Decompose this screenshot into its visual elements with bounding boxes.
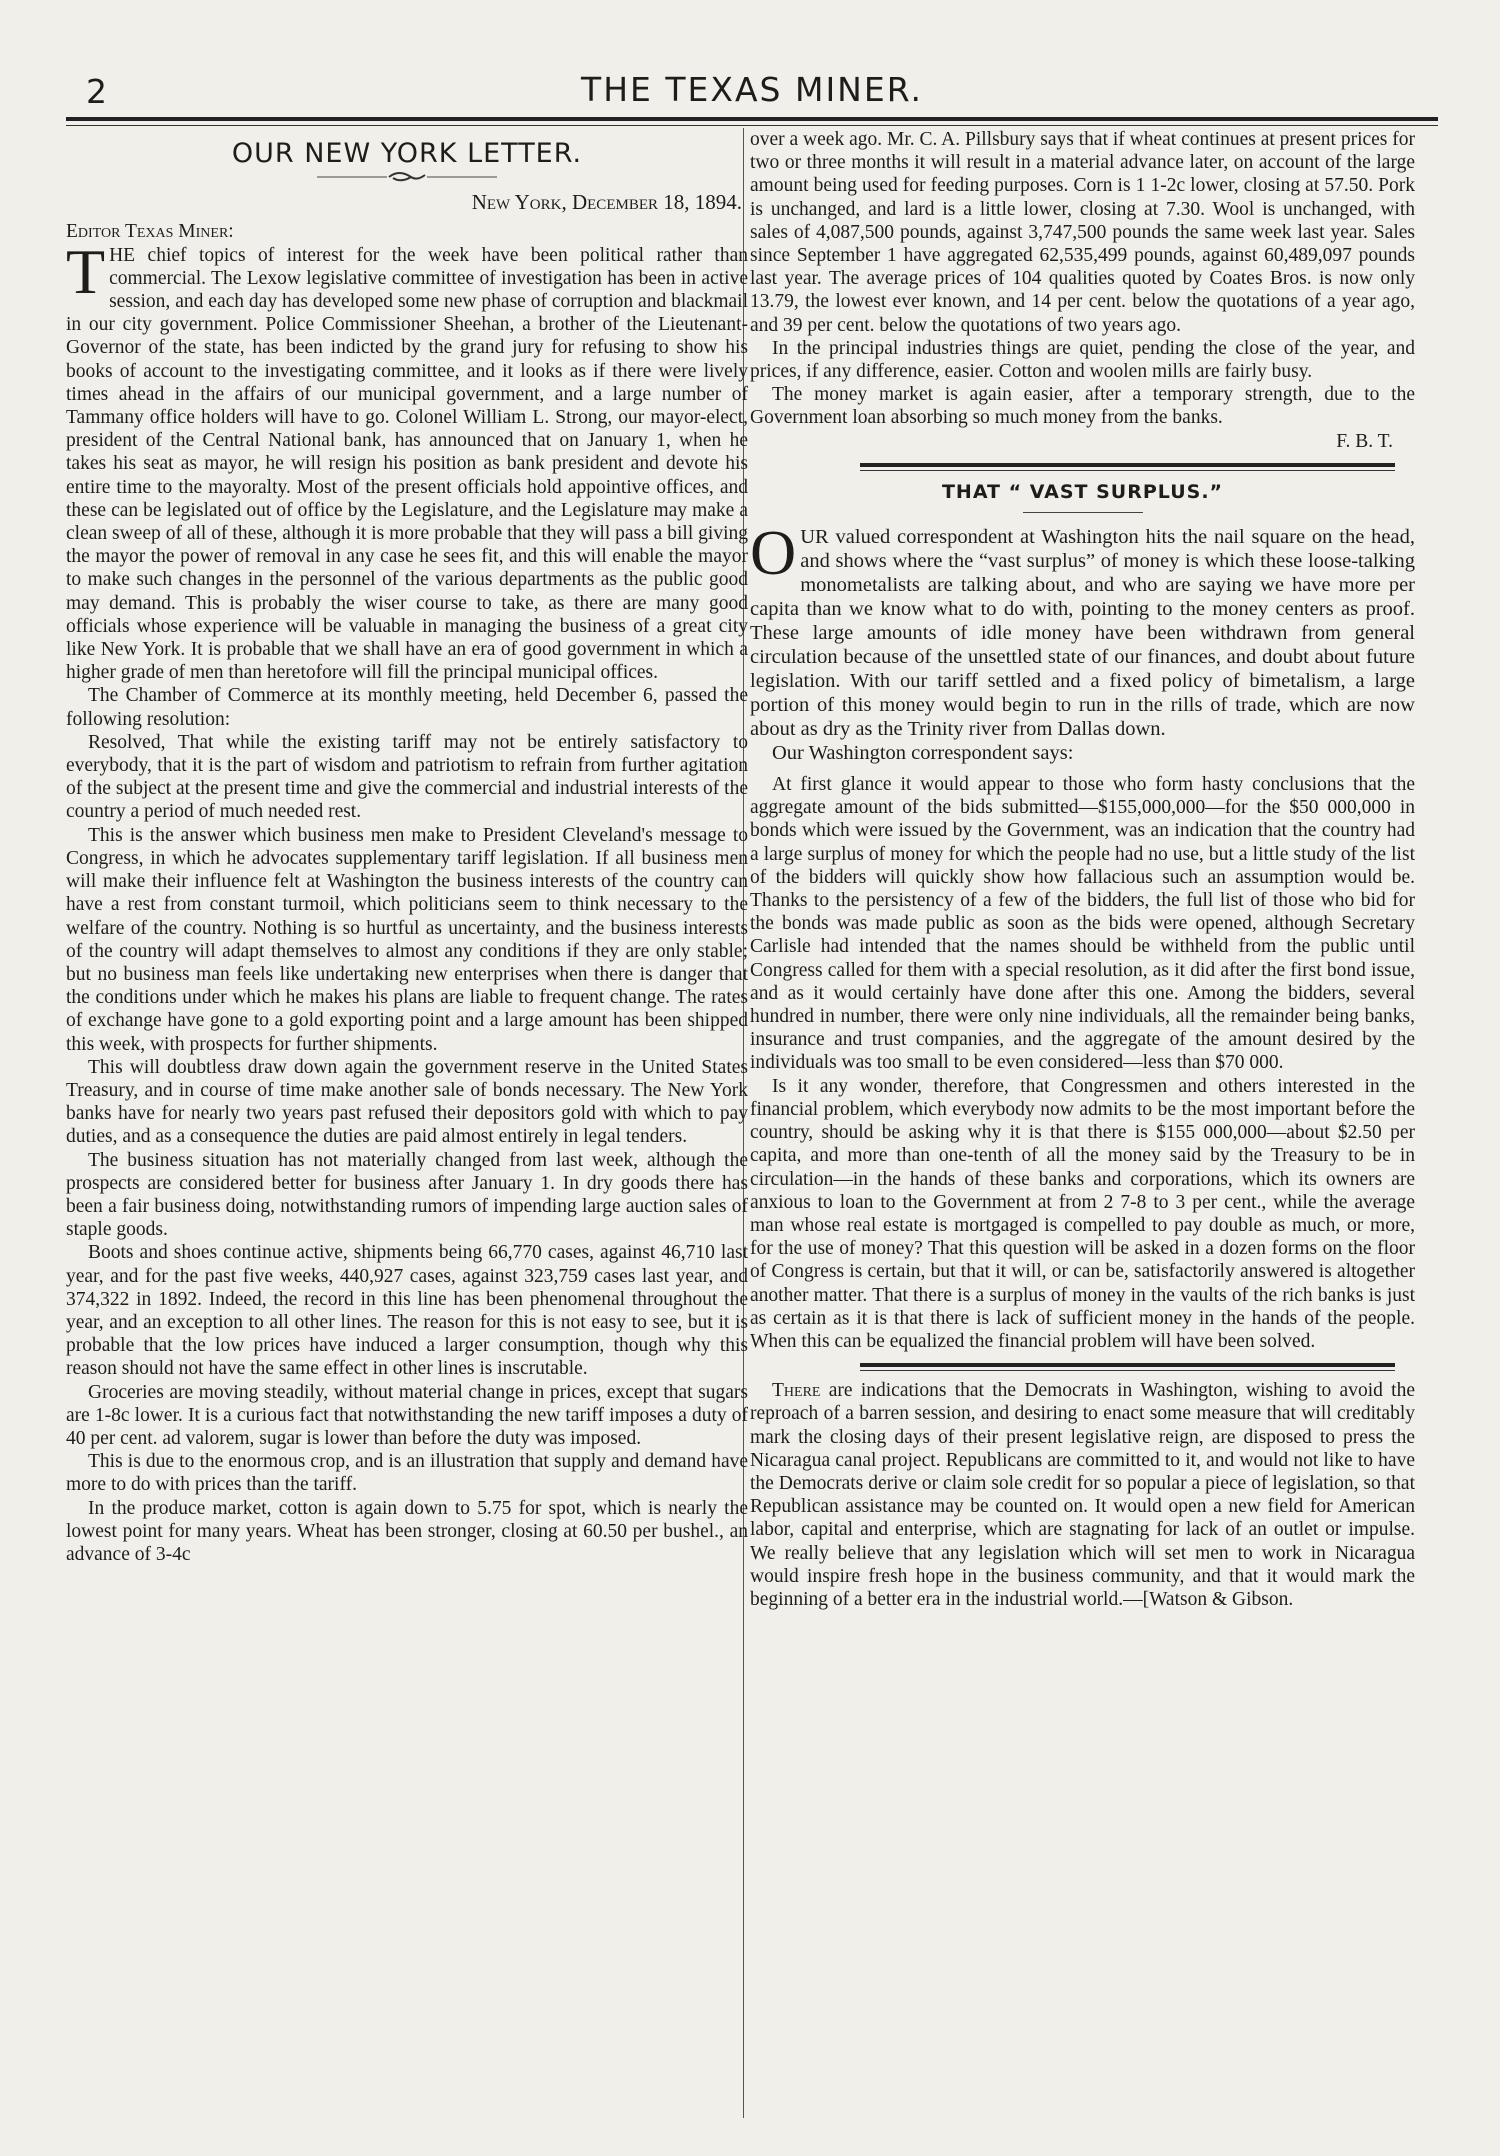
heading-rule [1023,512,1143,513]
letter-paragraph: The Chamber of Commerce at its monthly meeting, held December 6, passed the following resolution: [66,685,748,730]
ornament-divider-icon [317,169,497,185]
letter-paragraph: This is the answer which business men make to President Cleveland's message to Congress, in which he advocates supplementary tariff legislation. If all business men will make their influence felt at Washington the business interests of the country can have a rest from constant turmoil, which politicians seem to think necessary to the welfare of the country. Nothing is so hurtful as uncertainty, and the business interests of the country will adapt themselves to almost any conditions if they are only stable; but no business man feels like undertaking new enterprises when there is danger that the conditions under which he makes his plans are liable to frequent change. The rates of exchange have gone to a gold exporting point and a large amount has been shipped this week, with prospects for further shipments. [66,824,748,1055]
section-rule [860,1363,1395,1367]
surplus-paragraph [750,517,1415,741]
drop-cap: T [66,235,106,307]
spacer [750,1371,1415,1379]
masthead-rule [66,117,1438,121]
dateline: New York, December 18, 1894. [471,190,742,215]
drop-cap: O [750,517,797,589]
letter-heading: OUR NEW YORK LETTER. [231,138,583,169]
page-number: 2 [86,72,107,111]
letter-paragraph [66,235,748,685]
section-rule-thin [860,470,1395,471]
surplus-paragraph: Is it any wonder, therefore, that Congressmen and others interested in the financial problem, which everybody now admits to be the most important before the country, should be asking why it is that there is $155 000,000—about $2.50 per capita, and more than one-tenth of all the money said by the Treasury to be in circulation—in the hands of these banks and corporations, which its owners are anxious to loan to the Government at from 2 7-8 to 3 per cent., while the average man whose real estate is mortgaged is compelled to pay double as much, or more, for the use of money? That this question will be asked in a dozen forms on the floor of Congress is certain, but that it will, or can be, satisfactorily answered is altogether another matter. That there is a surplus of money in the vaults of the rich banks is just as certain as it is that there is lack of sufficient money in the hands of the people. When this can be equalized the financial problem will have been solved. [750,1075,1415,1352]
masthead [66,64,1438,114]
newspaper-title: THE TEXAS MINER. [581,70,923,109]
masthead-rule-thin [66,125,1438,126]
spacer [750,765,1415,773]
letter-paragraph: Groceries are moving steadily, without material change in prices, except that sugars are 1-8c lower. It is a curious fact that notwithstanding the new tariff imposes a duty of 40 per cent. ad valorem, sugar is lower than before the duty was imposed. [66,1381,748,1449]
right-column [750,128,1415,1611]
letter-paragraph: Resolved, That while the existing tariff may not be entirely satisfactory to everybody, that it is the part of wisdom and patriotism to refrain from further agitation of the subject at the present time and give the commercial and industrial interests of the country a period of much needed rest. [66,731,748,823]
paragraph-text: UR valued correspondent at Washington hits the nail square on the head, and shows where the “vast surplus” of money is which these loose-talking monometalists are talking about, and who are saying we have more per capita than we know what to do with, pointing to the money centers as proof. These large amounts of idle money have been withdrawn from general circulation because of the unsettled state of our finances, and doubt about future legislation. With our tariff settled and a fixed policy of bimetalism, a large portion of this money would begin to run in the rills of trade, which are now about as dry as the Trinity river from Dallas down. [750,526,1415,741]
letter-paragraph: This will doubtless draw down again the government reserve in the United States Treasury, and in course of time make another sale of bonds necessary. The New York banks have for nearly two years past refused their depositors gold with which to pay duties, and as a consequence the duties are paid almost entirely in legal tenders. [66,1056,748,1148]
lead-word: There [772,1380,821,1402]
left-column [66,128,748,1566]
letter-continued-paragraph: over a week ago. Mr. C. A. Pillsbury says that if wheat continues at present prices for two or three months it will result in a material advance later, on account of the large amount being used for feeding purposes. Corn is 1 1-2c lower, closing at 57.50. Pork is unchanged, and lard is a little lower, closing at 7.30. Wool is unchanged, with sales of 4,087,500 pounds, against 3,747,500 pounds the same week last year. Sales since September 1 have aggregated 62,535,499 pounds, against 60,489,097 pounds last year. The average prices of 104 qualities quoted by Coates Bros. is now only 13.79, the lowest ever known, and 14 per cent. below the quotations of a year ago, and 39 per cent. below the quotations of two years ago. [750,129,1416,336]
letter-paragraph: In the produce market, cotton is again down to 5.75 for spot, which is nearly the lowest point for many years. Wheat has been stronger, closing at 60.50 per bushel., an advance of 3-4c [66,1497,748,1565]
surplus-paragraph: At first glance it would appear to those who form hasty conclusions that the aggregate amount of the bids submitted—$155,000,000—for the $50 000,000 in bonds which were issued by the Government, was an indication that the country had a large surplus of money for which the people had no use, but a little study of the list of the bidders will quickly show how fallacious such an assumption would be. Thanks to the persistency of a few of the bidders, the full list of those who bid for the bonds was made public as soon as the bids were opened, although Secretary Carlisle had intended that the names should be withheld from the public until Congress called for them with a special resolution, as it did after the first bond issue, and as it would certainly have done after this one. Among the bidders, several hundred in number, there were only nine individuals, all the remainder being banks, insurance and trust companies, and the aggregate of the amount desired by the individuals was too small to be even considered—less than $70 000. [750,774,1415,1074]
salutation: Editor Texas Miner: [66,221,234,243]
letter-continued-paragraph: In the principal industries things are quiet, pending the close of the year, and prices, if any difference, easier. Cotton and woolen mills are fairly busy. [750,337,1415,383]
nicaragua-paragraph [750,1379,1415,1611]
letter-continued-paragraph: The money market is again easier, after a temporary strength, due to the Government loan absorbing so much money from the banks. [750,384,1415,429]
paragraph-text: are indications that the Democrats in Washington, wishing to avoid the reproach of a barren session, and desiring to enact some measure that will creditably mark the closing days of their present legislative reign, are disposed to press the Nicaragua canal project. Republicans are committed to it, and would not like to have the Democrats derive or claim sole credit for so popular a piece of legislation, so that Republican assistance may be counted on. It would open a new field for American labor, capital and enterprise, which are stagnating for lack of an outlet or impulse. We really believe that any legislation which will set men to work in Nicaragua would inspire fresh hope in the business community, and that it would mark the beginning of a better era in the industrial world.—[Watson & Gibson. [750,1380,1415,1610]
surplus-heading: THAT “ VAST SURPLUS.” [941,480,1224,503]
signature: F. B. T. [1336,430,1393,452]
letter-paragraph: This is due to the enormous crop, and is an illustration that supply and demand have more to do with prices than the tariff. [66,1451,748,1496]
surplus-paragraph: Our Washington correspondent says: [772,742,1074,765]
letter-paragraph: The business situation has not materially changed from last week, although the prospects are considered better for business after January 1. In dry goods there has been a fair business doing, notwithstanding rumors of impending large auction sales of staple goods. [66,1149,748,1241]
section-rule [860,463,1395,467]
paragraph-text: HE chief topics of interest for the week have been political rather than commercial. The Lexow legislative committee of investigation has been in active session, and each day has developed some new phase of corruption and blackmail in our city government. Police Commissioner Sheehan, a brother of the Lieutenant-Governor of the state, has been indicted by the grand jury for refusing to show his books of account to the investigating committee, and it looks as if there were lively times ahead in the affairs of our municipal government, and a large number of Tammany office holders will have to go. Colonel William L. Strong, our mayor-elect, president of the Central National bank, has announced that on January 1, when he takes his seat as mayor, he will resign his position as bank president and devote his entire time to the mayoralty. Most of the present officials hold appointive offices, and these can be legislated out of office by the Legislature, and the Legislature may make a clean sweep of all of these, although it is more probable that they will pass a bill giving the mayor the power of removal in any case he sees fit, and this will enable the mayor to make such changes in the personnel of the various departments as the public good may demand. This is probably the wiser course to take, as there are many good officials whose experience will be valuable in managing the business of a great city like New York. It is probable that we shall have an era of good government in which a higher grade of men than heretofore will fill the principal municipal offices. [66,244,748,684]
letter-paragraph: Boots and shoes continue active, shipments being 66,770 cases, against 46,710 last year, and for the past five weeks, 440,927 cases, against 323,759 cases last year, and 374,322 in 1892. Indeed, the record in this line has been phenomenal throughout the year, and an exception to all other lines. The reason for this is not easy to see, but it is probable that the low prices have induced a larger consumption, though why this reason should not have the same effect in other lines is inscrutable. [66,1242,748,1380]
